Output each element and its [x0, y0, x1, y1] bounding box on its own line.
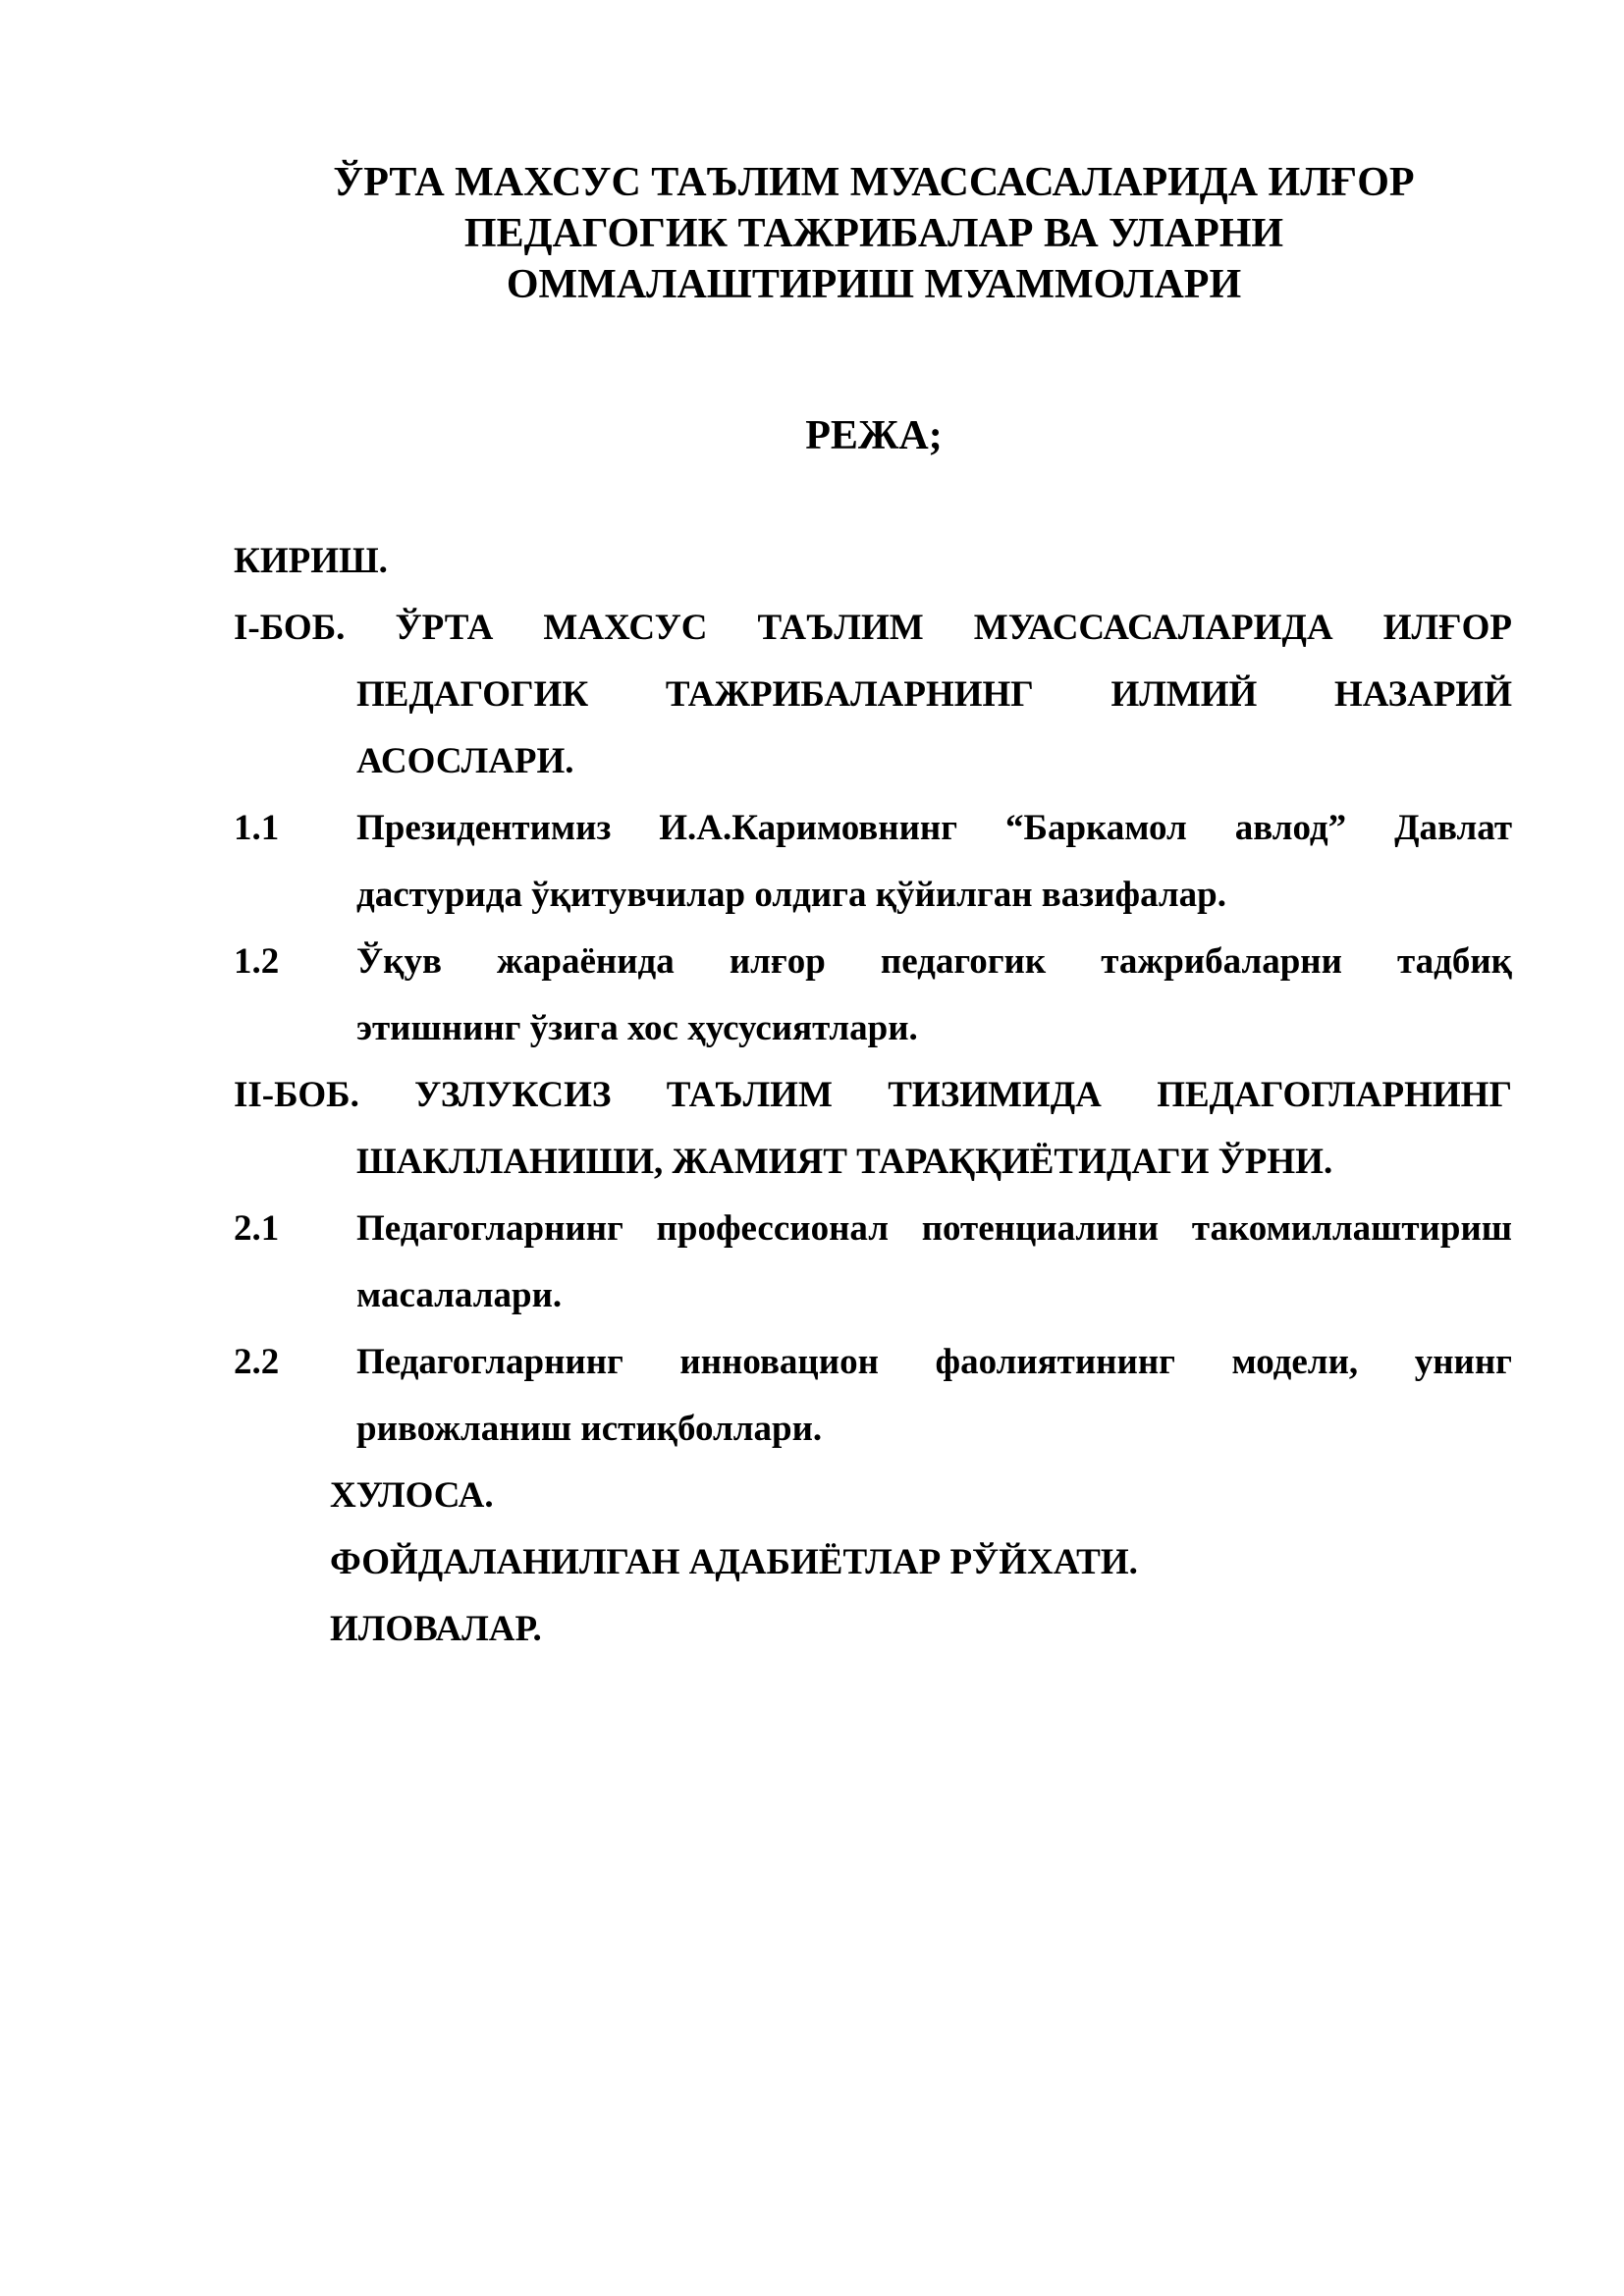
- toc-chapter-2: [234, 1062, 1512, 1196]
- section-text: [356, 1196, 1512, 1329]
- section-number: 1.1: [234, 808, 280, 848]
- chapter-2-line: ШАКЛЛАНИШИ, ЖАМИЯТ ТАРАҚҚИЁТИДАГИ ЎРНИ.: [356, 1142, 1333, 1182]
- section-text: [356, 929, 1512, 1062]
- section-text: [356, 795, 1512, 929]
- toc-chapter-1: [234, 595, 1512, 795]
- document-title: [196, 157, 1551, 310]
- section-line: Педагогларнинг профессионал потенциалини такомиллаштириш: [356, 1208, 1512, 1249]
- section-text: [356, 1329, 1512, 1463]
- toc-conclusion: ХУЛОСА.: [330, 1475, 494, 1516]
- title-line: ПЕДАГОГИК ТАЖРИБАЛАР ВА УЛАРНИ: [463, 211, 1284, 256]
- section-line: Президентимиз И.А.Каримовнинг “Баркамол авлод” Давлат: [356, 808, 1512, 848]
- toc-intro: КИРИШ.: [234, 541, 388, 581]
- section-line: этишнинг ўзига хос ҳусусиятлари.: [356, 1008, 918, 1048]
- section-number: 2.2: [234, 1342, 280, 1382]
- plan-heading: РЕЖА;: [805, 413, 943, 458]
- chapter-1-line: ПЕДАГОГИК ТАЖРИБАЛАРНИНГ ИЛМИЙ НАЗАРИЙ: [356, 674, 1512, 715]
- section-line: дастурида ўқитувчилар олдига қўйилган вазифалар.: [356, 875, 1226, 915]
- toc-appendices: ИЛОВАЛАР.: [330, 1609, 542, 1649]
- section-line: Ўқув жараёнида илғор педагогик тажрибаларни тадбиқ: [356, 941, 1512, 982]
- chapter-1-line: АСОСЛАРИ.: [356, 741, 574, 781]
- title-line: ОММАЛАШТИРИШ МУАММОЛАРИ: [506, 262, 1242, 307]
- chapter-2-line: II-БОБ. УЗЛУКСИЗ ТАЪЛИМ ТИЗИМИДА ПЕДАГОГЛАРНИНГ: [234, 1075, 1512, 1115]
- chapter-1-line: I-БОБ. ЎРТА МАХСУС ТАЪЛИМ МУАССАСАЛАРИДА ИЛҒОР: [234, 608, 1512, 648]
- section-line: ривожланиш истиқболлари.: [356, 1409, 823, 1449]
- section-number: 2.1: [234, 1208, 280, 1249]
- section-line: Педагогларнинг инновацион фаолиятининг модели, унинг: [356, 1342, 1512, 1382]
- toc-references: ФОЙДАЛАНИЛГАН АДАБИЁТЛАР РЎЙХАТИ.: [330, 1542, 1138, 1582]
- title-line: ЎРТА МАХСУС ТАЪЛИМ МУАССАСАЛАРИДА ИЛҒОР: [333, 160, 1415, 205]
- section-line: масалалари.: [356, 1275, 563, 1315]
- section-number: 1.2: [234, 941, 280, 982]
